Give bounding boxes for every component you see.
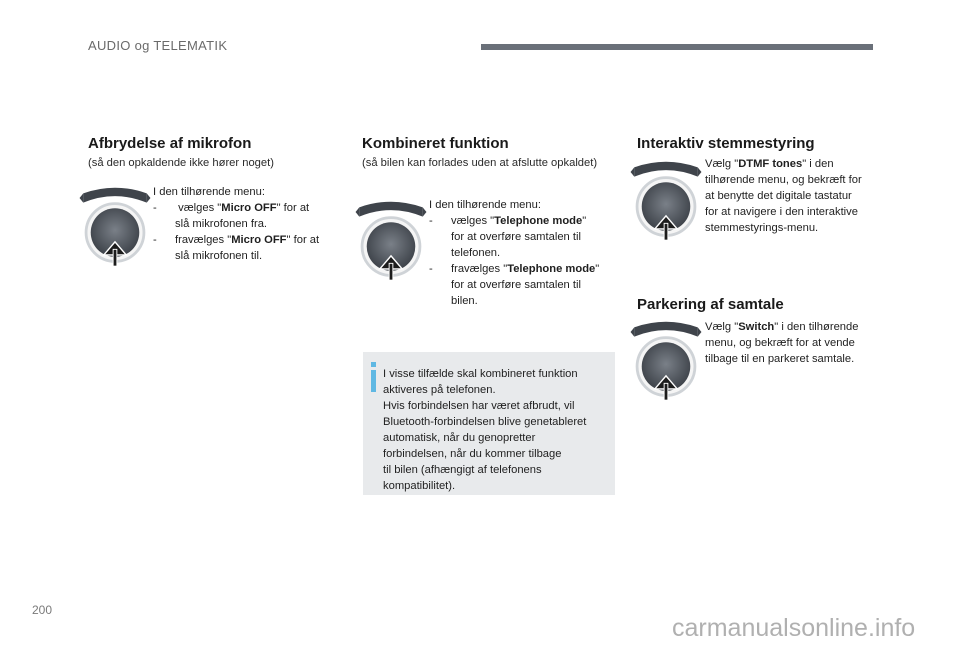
- list-item: - vælges "Micro OFF" for at: [153, 202, 310, 214]
- section-subtitle-combined: (så bilen kan forlades uden at afslutte opkaldet): [362, 157, 598, 169]
- instructions-voice: Vælg "DTMF tones" i den tilhørende menu, og bekræft for at benytte det digitale tastatur for at navigere i den interaktive stemmestyrings-menu.: [705, 158, 862, 234]
- chapter-title: AUDIO og TELEMATIK: [88, 38, 228, 53]
- info-note-text: I visse tilfælde skal kombineret funktion aktiveres på telefonen. Hvis forbindelsen har været afbrudt, vil Bluetooth-forbindelsen blive genetableret automatisk, når du genopretter forbindelsen, når du kommer tilbage til bilen (afhængigt af telefonens kompatibilitet).: [383, 368, 587, 492]
- menu-option-label: Telephone mode: [507, 263, 596, 275]
- rotary-knob-icon: [629, 158, 703, 242]
- menu-option-label: Switch: [738, 321, 775, 333]
- rotary-knob-icon: [629, 318, 703, 402]
- instructions-hold: Vælg "Switch" i den tilhørende menu, og bekræft for at vende tilbage til en parkeret samtale.: [705, 321, 859, 365]
- section-title-hold: Parkering af samtale: [637, 296, 784, 313]
- section-subtitle-mute: (så den opkaldende ikke hører noget): [88, 157, 274, 169]
- list-item: - fravælges "Telephone mode": [429, 263, 600, 275]
- section-title-combined: Kombineret funktion: [362, 135, 509, 152]
- rotary-knob-icon: [354, 198, 428, 282]
- instructions-combined: I den tilhørende menu: - vælges "Telephone mode" for at overføre samtalen til telefonen. - fravælges "Telephone mode" for at overføre samtalen til bilen.: [429, 197, 619, 309]
- menu-option-label: Telephone mode: [494, 215, 583, 227]
- rotary-knob-icon: [78, 184, 152, 268]
- instructions-mute: I den tilhørende menu: - vælges "Micro OFF" for at slå mikrofonen fra. - fravælges "Micro OFF" for at slå mikrofonen til.: [153, 184, 343, 264]
- info-icon: [371, 362, 376, 392]
- header-bar: [481, 44, 873, 50]
- page-number: 200: [32, 603, 53, 617]
- menu-option-label: Micro OFF: [231, 234, 287, 246]
- watermark: carmanualsonline.info: [672, 614, 916, 642]
- section-title-voice: Interaktiv stemmestyring: [637, 135, 815, 152]
- section-title-mute: Afbrydelse af mikrofon: [88, 135, 252, 152]
- menu-intro: I den tilhørende menu:: [429, 199, 541, 211]
- list-item: - vælges "Telephone mode": [429, 215, 587, 227]
- info-note: [363, 352, 615, 495]
- menu-option-label: Micro OFF: [221, 202, 277, 214]
- list-item: - fravælges "Micro OFF" for at: [153, 234, 320, 246]
- menu-option-label: DTMF tones: [738, 158, 803, 170]
- menu-intro: I den tilhørende menu:: [153, 186, 265, 198]
